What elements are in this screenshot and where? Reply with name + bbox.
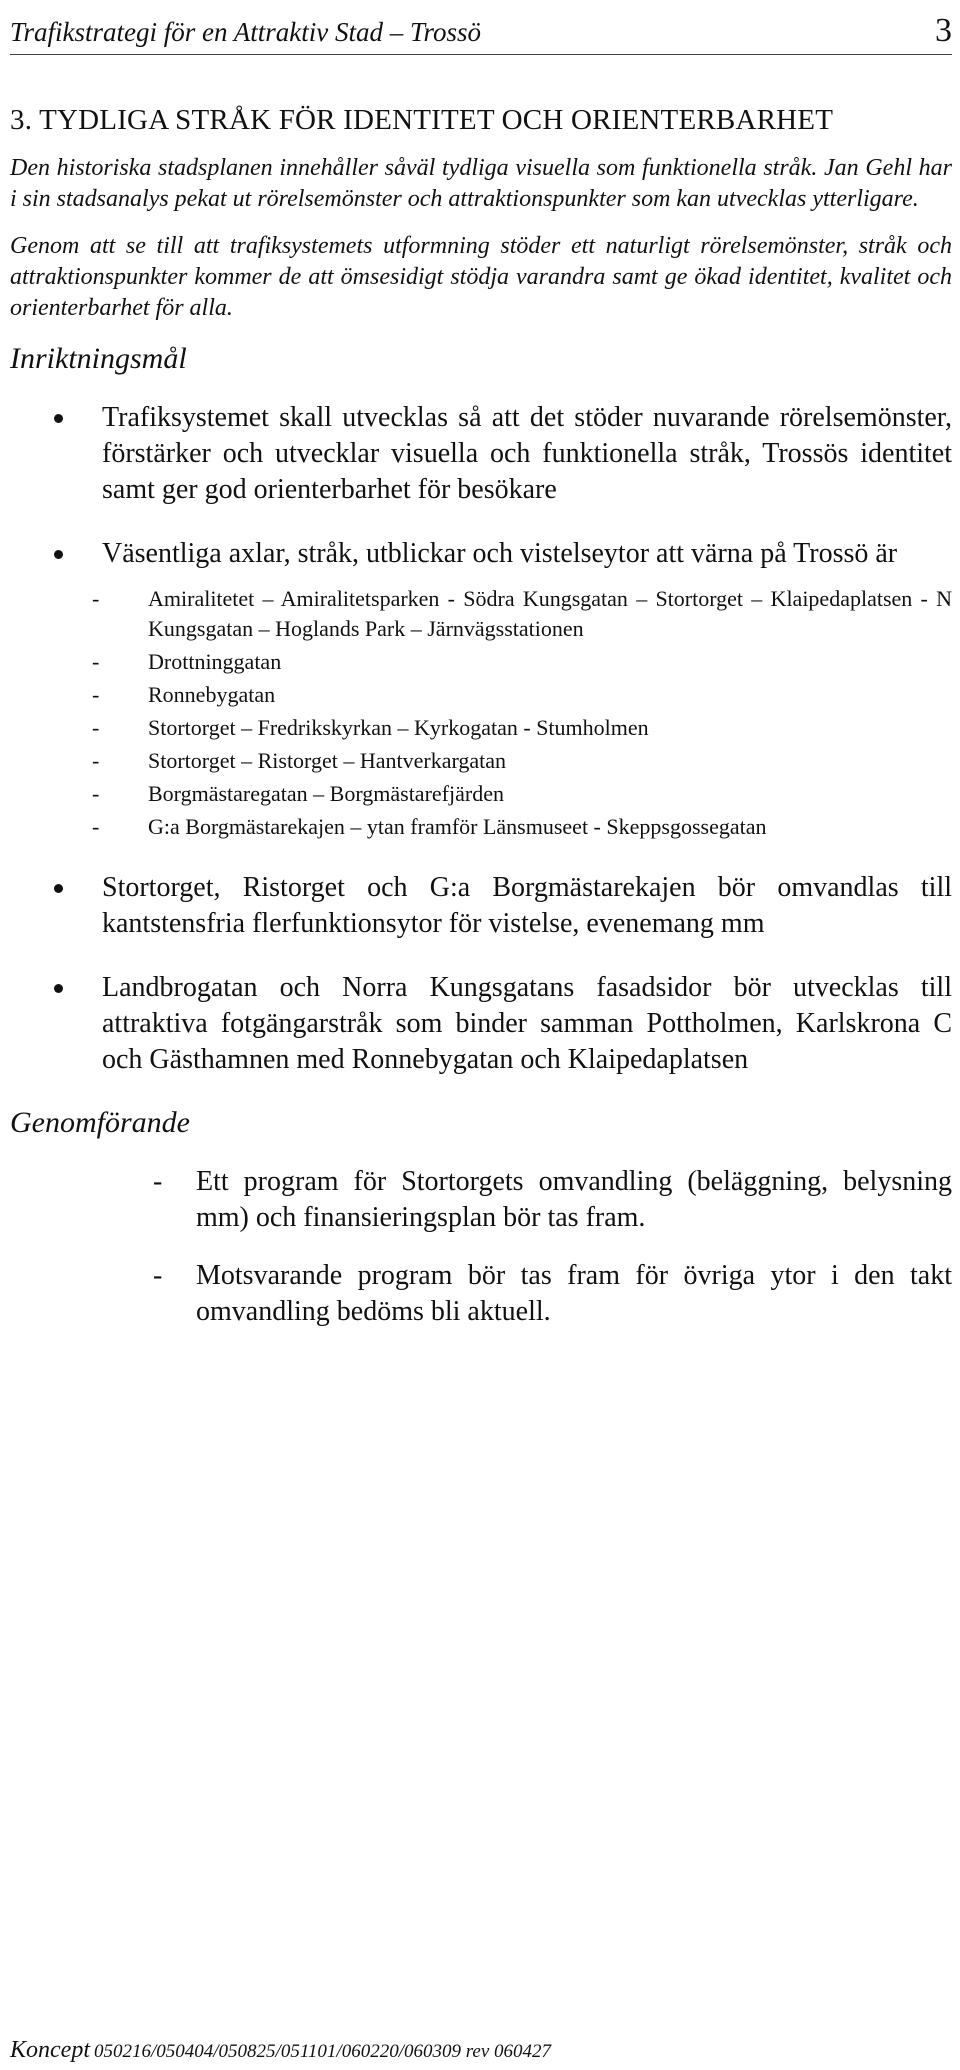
page-number: 3: [935, 12, 952, 49]
bullet-text: Stortorget, Ristorget och G:a Borgmästarekajen bör omvandlas till kantstensfria flerfunktionsytor för vistelse, evenemang mm: [102, 872, 952, 939]
bullet-text: Väsentliga axlar, stråk, utblickar och vistelseytor att värna på Trossö är: [102, 538, 898, 569]
genomforande-heading: Genomförande: [10, 1106, 190, 1139]
axel-item: - Drottninggatan: [92, 647, 952, 677]
axlar-list: [102, 584, 952, 842]
footer-koncept: Koncept: [10, 2037, 90, 2063]
inriktningsmal-list: [10, 400, 952, 1078]
axel-item: - Ronnebygatan: [92, 680, 952, 710]
axel-item: - Borgmästaregatan – Borgmästarefjärden: [92, 779, 952, 809]
axel-item: - Amiralitetet – Amiralitetsparken - Södra Kungsgatan – Stortorget – Klaipedaplatsen - N Kungsgatan – Hoglands Park – Järnvägsstationen: [92, 584, 952, 644]
axel-item: - Stortorget – Ristorget – Hantverkargatan: [92, 746, 952, 776]
footer-revisions: 050216/050404/050825/051101/060220/060309 rev 060427: [93, 2041, 552, 2062]
list-item: [10, 400, 952, 508]
list-item: [10, 870, 952, 942]
list-item: - Motsvarande program bör tas fram för övriga ytor i den takt omvandling bedöms bli aktuell.: [10, 1258, 952, 1330]
page-footer: [10, 2037, 551, 2064]
list-item: [10, 536, 952, 842]
axel-item: - Stortorget – Fredrikskyrkan – Kyrkogatan - Stumholmen: [92, 713, 952, 743]
intro-paragraph-1: Den historiska stadsplanen innehåller såväl tydliga visuella som funktionella stråk. Jan Gehl har i sin stadsanalys pekat ut rörelsemönster och attraktionspunkter som kan utvecklas ytterligare.: [10, 155, 952, 212]
section-heading: 3. TYDLIGA STRÅK FÖR IDENTITET OCH ORIENTERBARHET: [10, 104, 834, 136]
inriktningsmal-heading: Inriktningsmål: [10, 342, 187, 375]
axel-item: - G:a Borgmästarekajen – ytan framför Länsmuseet - Skeppsgossegatan: [92, 812, 952, 842]
list-item: [10, 970, 952, 1078]
intro-paragraph-2: Genom att se till att trafiksystemets utformning stöder ett naturligt rörelsemönster, stråk och attraktionspunkter kommer de att ömsesidigt stödja varandra samt ge ökad identitet, kvalitet och orienterbarhet för alla.: [10, 233, 952, 321]
bullet-text: Trafiksystemet skall utvecklas så att det stöder nuvarande rörelsemönster, förstärker och utvecklar visuella och funktionella stråk, Trossös identitet samt ger god orienterbarhet för besökare: [102, 402, 952, 505]
bullet-text: Landbrogatan och Norra Kungsgatans fasadsidor bör utvecklas till attraktiva fotgängarstråk som binder samman Pottholmen, Karlskrona C och Gästhamnen med Ronnebygatan och Klaipedaplatsen: [102, 972, 952, 1075]
document-title: Trafikstrategi för en Attraktiv Stad – Trossö: [10, 17, 482, 47]
page-header: [10, 2, 952, 55]
genomforande-list: [10, 1164, 952, 1330]
page-content: [10, 104, 952, 1352]
list-item: - Ett program för Stortorgets omvandling (beläggning, belysning mm) och finansieringsplan bör tas fram.: [10, 1164, 952, 1236]
